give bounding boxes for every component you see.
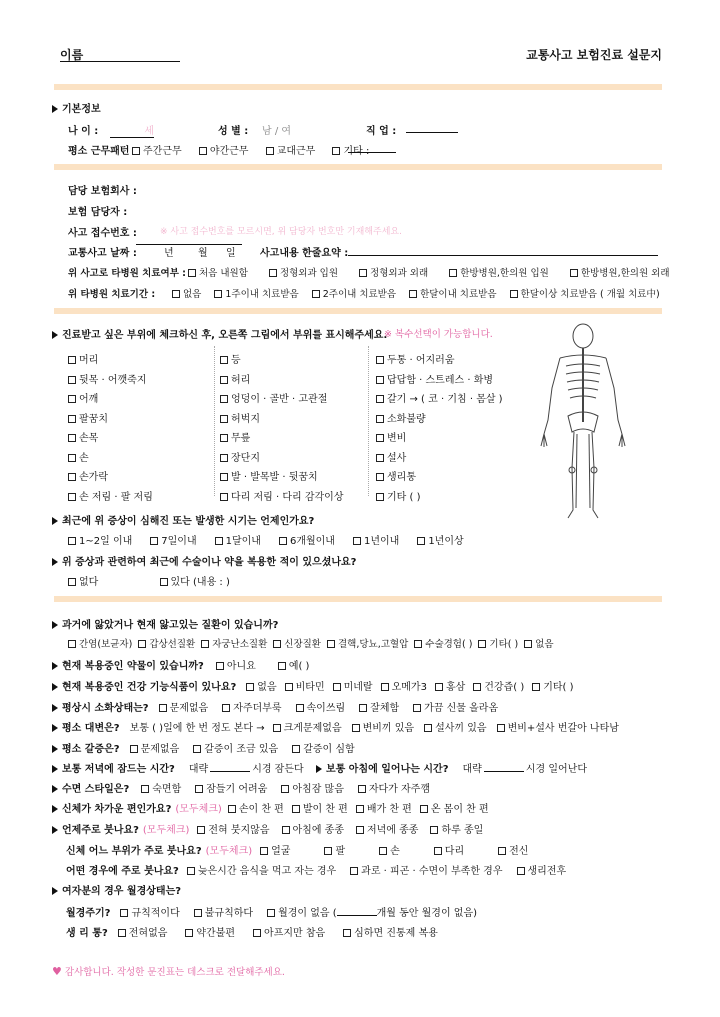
checkbox-option[interactable]: 아니요 — [216, 661, 256, 672]
checkbox[interactable] — [532, 683, 540, 691]
divider — [54, 164, 662, 170]
divider — [54, 596, 662, 602]
checkbox[interactable] — [273, 640, 281, 648]
name-label: 이름 — [60, 48, 84, 62]
checkbox[interactable] — [278, 662, 286, 670]
body-part-item[interactable]: 머리 — [68, 351, 98, 366]
checkbox[interactable] — [524, 640, 532, 648]
checkbox[interactable] — [246, 683, 254, 691]
checkbox-option[interactable]: 예( ) — [278, 661, 310, 672]
body-part-item[interactable]: 두통 · 어지러움 — [376, 351, 455, 366]
checkbox-option[interactable]: 아침잠 많음 — [281, 784, 343, 795]
work-other-field[interactable] — [348, 152, 396, 153]
checkbox[interactable] — [68, 415, 76, 423]
basic-heading: 기본정보 — [62, 104, 101, 115]
checkbox[interactable] — [352, 724, 360, 732]
checkbox[interactable] — [141, 785, 149, 793]
period-options: 없음 1주이내 치료받음 2주이내 치료받음 한달이내 치료받음 한달이상 치료받음 ( 개월 치료中) — [172, 286, 660, 300]
checkbox[interactable] — [498, 847, 506, 855]
checkbox-option[interactable]: 1~2일 이내 — [68, 536, 132, 547]
q15: 생 리 통? — [66, 928, 108, 939]
checkbox-option[interactable]: 변비+설사 번갈아 나타남 — [497, 723, 619, 734]
checkbox[interactable] — [273, 724, 281, 732]
checkbox[interactable] — [68, 434, 76, 442]
skeleton-figure[interactable] — [528, 322, 638, 522]
body-heading: 진료받고 싶은 부위에 체크하신 후, 오른쪽 그림에서 부위를 표시해주세요. — [62, 330, 388, 341]
checkbox[interactable] — [282, 826, 290, 834]
checkbox[interactable] — [220, 434, 228, 442]
checkbox[interactable] — [353, 537, 361, 545]
checkbox[interactable] — [220, 395, 228, 403]
q1: 과거에 앓았거나 현재 앓고있는 질환이 있습니까? — [62, 620, 279, 631]
checkbox[interactable] — [424, 724, 432, 732]
body-part-item[interactable]: 손가락 — [68, 468, 108, 483]
claim-hint: ※ 사고 접수번호를 모르시면, 위 담당자 번호만 기재해주세요. — [160, 227, 402, 237]
checkbox[interactable] — [130, 745, 138, 753]
checkbox[interactable] — [434, 847, 442, 855]
body-part-item[interactable]: 다리 저림 · 다리 감각이상 — [220, 488, 344, 503]
checkbox[interactable] — [220, 356, 228, 364]
body-part-item[interactable]: 팔꿈치 — [68, 410, 108, 425]
checkbox[interactable] — [68, 537, 76, 545]
checkbox-option[interactable]: 설사끼 있음 — [424, 723, 486, 734]
checkbox-option[interactable]: 수술경험( ) — [414, 639, 472, 650]
checkbox-option[interactable]: 전혀 붓지않음 — [197, 825, 269, 836]
q13: 여자분의 경우 월경상태는? — [62, 886, 182, 897]
checkbox-option[interactable]: 오메가3 — [381, 682, 427, 693]
checkbox[interactable] — [215, 537, 223, 545]
checkbox-option[interactable]: 아침에 종종 — [282, 825, 344, 836]
q11: 신체 어느 부위가 주로 붓나요? — [66, 846, 202, 857]
q7: 보통 저녁에 잠드는 시간? — [62, 764, 175, 775]
checkbox-option[interactable]: 1년이내 — [353, 536, 399, 547]
checkbox-option[interactable]: 6개월이내 — [279, 536, 335, 547]
checkbox[interactable] — [417, 537, 425, 545]
body-part-item[interactable]: 허리 — [220, 371, 250, 386]
page-title: 교통사고 보험진료 설문지 — [526, 48, 662, 62]
work-label: 평소 근무패턴 — [68, 146, 130, 157]
work-options: 주간근무 야간근무 교대근무 기타 : — [132, 142, 383, 157]
checkbox[interactable] — [327, 640, 335, 648]
wake-time-field[interactable] — [484, 771, 524, 772]
body-part-item[interactable]: 손 — [68, 449, 89, 464]
checkbox[interactable] — [220, 415, 228, 423]
summary-field[interactable] — [348, 255, 658, 256]
checkbox-option[interactable]: 다리 — [434, 846, 464, 857]
divider — [54, 84, 662, 90]
sex-label: 성 별 : — [218, 126, 249, 137]
q1-options — [68, 636, 560, 650]
checkbox[interactable] — [376, 395, 384, 403]
checkbox[interactable] — [292, 805, 300, 813]
checkbox[interactable] — [343, 929, 351, 937]
checkbox[interactable] — [376, 493, 384, 501]
checkbox-option[interactable]: 심하면 진통제 복용 — [343, 928, 438, 939]
checkbox[interactable] — [517, 867, 525, 875]
q10-options — [197, 825, 495, 836]
checkbox-option[interactable]: 아프지만 참음 — [253, 928, 325, 939]
checkbox[interactable] — [358, 785, 366, 793]
period-label: 위 타병원 치료기간 : — [68, 289, 156, 300]
job-field[interactable] — [406, 132, 458, 133]
checkbox-option[interactable]: 가끔 신물 올라옴 — [413, 703, 498, 714]
q7b: 보통 아침에 일어나는 시간? — [326, 764, 449, 775]
checkbox-option[interactable]: 얼굴 — [260, 846, 290, 857]
checkbox[interactable] — [220, 454, 228, 462]
body-part-item[interactable]: 무릎 — [220, 429, 250, 444]
q4: 평상시 소화상태는? — [62, 703, 149, 714]
other-hosp-options: 처음 내원함 정형외과 입원 정형외과 외래 한방병원,한의원 입원 한방병원,한의원 외래 — [188, 265, 670, 279]
q5-text: 보통 ( )일에 한 번 정도 본다 → — [129, 723, 265, 734]
checkbox[interactable] — [220, 473, 228, 481]
date-field[interactable]: 년 월 일 — [136, 244, 242, 245]
checkbox[interactable] — [150, 537, 158, 545]
body-part-item[interactable]: 뒷목 · 어깻죽지 — [68, 371, 147, 386]
body-part-item[interactable]: 허벅지 — [220, 410, 260, 425]
checkbox[interactable] — [376, 415, 384, 423]
checkbox[interactable] — [279, 537, 287, 545]
checkbox[interactable] — [68, 640, 76, 648]
checkbox[interactable] — [118, 929, 126, 937]
checkbox[interactable] — [350, 867, 358, 875]
checkbox[interactable] — [430, 826, 438, 834]
checkbox-option[interactable]: 문제없음 — [159, 703, 209, 714]
checkbox-option[interactable]: 생리전후 — [517, 866, 567, 877]
checkbox-option[interactable]: 전신 — [498, 846, 528, 857]
checkbox[interactable] — [356, 826, 364, 834]
checkbox[interactable] — [420, 805, 428, 813]
checkbox[interactable] — [376, 454, 384, 462]
body-heading-note: ※ 복수선택이 가능합니다. — [384, 329, 493, 340]
q3-options — [246, 682, 581, 693]
checkbox-option[interactable]: 온 몸이 찬 편 — [420, 804, 489, 815]
checkbox[interactable] — [473, 683, 481, 691]
surgery-options: 없다 있다 (내용 : ) — [68, 573, 230, 588]
checkbox[interactable] — [381, 683, 389, 691]
age-label: 나 이 : — [68, 126, 99, 137]
checkbox-option[interactable]: 늦은시간 음식을 먹고 자는 경우 — [187, 866, 336, 877]
checkbox-option[interactable]: 전혀없음 — [118, 928, 168, 939]
checkbox-option[interactable]: 변비끼 있음 — [352, 723, 414, 734]
checkbox-option[interactable]: 1년이상 — [417, 536, 463, 547]
checkbox[interactable] — [222, 704, 230, 712]
q12: 어떤 경우에 주로 붓나요? — [66, 866, 179, 877]
q14: 월경주기? — [66, 908, 111, 919]
checkbox-option[interactable]: 자다가 자주깸 — [358, 784, 430, 795]
divider — [54, 308, 662, 314]
body-part-item[interactable]: 생리통 — [376, 468, 416, 483]
checkbox[interactable] — [359, 704, 367, 712]
surgery-question: 위 증상과 관련하여 최근에 수술이나 약을 복용한 적이 있으셨나요? — [62, 557, 357, 568]
body-part-item[interactable]: 변비 — [376, 429, 406, 444]
checkbox-option[interactable]: 신장질환 — [273, 639, 321, 650]
checkbox-option[interactable]: 손이 찬 편 — [228, 804, 284, 815]
checkbox[interactable] — [292, 745, 300, 753]
q6: 평소 갈증은? — [62, 744, 120, 755]
checkbox-option[interactable]: 없음 — [524, 639, 553, 650]
checkbox-option[interactable]: 숙면함 — [141, 784, 181, 795]
company-label: 담당 보험회사 : — [68, 186, 137, 197]
body-part-item[interactable]: 기타 ( ) — [376, 488, 420, 503]
q3: 현재 복용중인 건강 기능식품이 있나요? — [62, 682, 237, 693]
checkbox-option[interactable]: 비타민 — [285, 682, 325, 693]
checkbox[interactable] — [68, 395, 76, 403]
checkbox[interactable] — [376, 356, 384, 364]
manager-label: 보험 담당자 : — [68, 207, 128, 218]
q12-options — [187, 866, 580, 877]
sex-value[interactable]: 남 / 여 — [262, 126, 292, 137]
heart-icon: ♥ — [52, 965, 62, 978]
body-part-item[interactable]: 답답함 · 스트레스 · 화병 — [376, 371, 493, 386]
checkbox[interactable] — [414, 640, 422, 648]
footer-note: ♥ 감사합니다. 작성한 문진표는 데스크로 전달해주세요. — [52, 965, 285, 978]
checkbox[interactable] — [193, 745, 201, 753]
body-part-item[interactable]: 소화불량 — [376, 410, 426, 425]
q8: 수면 스타일은? — [62, 784, 130, 795]
date-label: 교통사고 날짜 : — [68, 248, 137, 259]
claim-label: 사고 접수번호 : — [68, 228, 137, 239]
checkbox-option[interactable]: 1달이내 — [215, 536, 261, 547]
checkbox-option[interactable]: 과로 · 피곤 · 수면이 부족한 경우 — [350, 866, 502, 877]
checkbox-option[interactable]: 7일이내 — [150, 536, 196, 547]
checkbox[interactable] — [159, 704, 167, 712]
body-part-item[interactable]: 장단지 — [220, 449, 260, 464]
checkbox-option[interactable]: 기타( ) — [478, 639, 518, 650]
q8-options — [141, 784, 444, 795]
checkbox[interactable] — [285, 683, 293, 691]
checkbox[interactable] — [296, 704, 304, 712]
q9: 신체가 차가운 편인가요? — [62, 804, 172, 815]
checkbox[interactable] — [376, 434, 384, 442]
checkbox-option[interactable]: 발이 찬 편 — [292, 804, 348, 815]
body-part-item[interactable]: 등 — [220, 351, 241, 366]
checkbox[interactable] — [201, 640, 209, 648]
q11-options — [260, 846, 562, 857]
checkbox[interactable] — [68, 356, 76, 364]
body-part-item[interactable]: 갈기 → ( 코 · 기침 · 몸살 ) — [376, 390, 503, 405]
checkbox[interactable] — [333, 683, 341, 691]
checkbox-option[interactable]: 갈증이 심함 — [292, 744, 354, 755]
checkbox[interactable] — [324, 847, 332, 855]
checkbox[interactable] — [220, 376, 228, 384]
body-part-item[interactable]: 어깨 — [68, 390, 98, 405]
q9-options — [228, 804, 497, 815]
checkbox[interactable] — [435, 683, 443, 691]
checkbox-option[interactable]: 갈증이 조금 있음 — [193, 744, 278, 755]
checkbox[interactable] — [260, 847, 268, 855]
checkbox[interactable] — [187, 867, 195, 875]
checkbox-option[interactable]: 갑상선질환 — [138, 639, 195, 650]
checkbox-option[interactable]: 약간불편 — [185, 928, 235, 939]
checkbox-option[interactable]: 문제없음 — [130, 744, 180, 755]
checkbox-option[interactable]: 홍삼 — [435, 682, 465, 693]
checkbox[interactable] — [228, 805, 236, 813]
checkbox[interactable] — [413, 704, 421, 712]
checkbox-option[interactable]: 손 — [379, 846, 400, 857]
checkbox[interactable] — [195, 785, 203, 793]
checkbox-option[interactable]: 결핵,당뇨,고혈압 — [327, 639, 408, 650]
checkbox[interactable] — [185, 929, 193, 937]
q2: 현재 복용중인 약물이 있습니까? — [62, 661, 204, 672]
checkbox-option[interactable]: 하루 종일 — [430, 825, 483, 836]
checkbox-option[interactable]: 자궁난소질환 — [201, 639, 267, 650]
checkbox-option[interactable]: 건강즙( ) — [473, 682, 524, 693]
checkbox[interactable] — [281, 785, 289, 793]
job-label: 직 업 : — [366, 126, 397, 137]
q10: 언제주로 붓나요? — [62, 825, 139, 836]
checkbox-option[interactable]: 간염(보균자) — [68, 639, 132, 650]
checkbox-option[interactable]: 없음 — [246, 682, 276, 693]
age-field[interactable]: 세 — [110, 122, 154, 138]
body-part-item[interactable]: 손목 — [68, 429, 98, 444]
checkbox-option[interactable]: 자주더부룩 — [222, 703, 281, 714]
other-hosp-label: 위 사고로 타병원 치료여부 : — [68, 268, 186, 279]
checkbox-option[interactable]: 속이쓰림 — [296, 703, 346, 714]
checkbox[interactable] — [197, 826, 205, 834]
checkbox[interactable] — [68, 473, 76, 481]
checkbox[interactable] — [68, 376, 76, 384]
body-part-item[interactable]: 발 · 발목발 · 뒷꿈치 — [220, 468, 318, 483]
checkbox[interactable] — [478, 640, 486, 648]
body-part-item[interactable]: 설사 — [376, 449, 406, 464]
checkbox[interactable] — [68, 493, 76, 501]
checkbox-option[interactable]: 잘체함 — [359, 703, 399, 714]
name-field[interactable] — [60, 61, 180, 62]
checkbox[interactable] — [376, 473, 384, 481]
q6-options — [130, 744, 369, 755]
body-part-item[interactable]: 엉덩이 · 골반 · 고관절 — [220, 390, 327, 405]
q5-options — [273, 723, 629, 734]
onset-question: 최근에 위 증상이 심해진 또는 발생한 시기는 언제인가요? — [62, 516, 315, 527]
q4-options — [159, 703, 513, 714]
checkbox-option[interactable]: 미네랄 — [333, 682, 373, 693]
checkbox[interactable] — [376, 376, 384, 384]
checkbox[interactable] — [379, 847, 387, 855]
checkbox-option[interactable]: 저녁에 종종 — [356, 825, 418, 836]
body-part-item[interactable]: 손 저림 · 팔 저림 — [68, 488, 153, 503]
checkbox-option[interactable]: 잠들기 어려움 — [195, 784, 267, 795]
checkbox-option[interactable]: 배가 찬 편 — [356, 804, 412, 815]
q5: 평소 대변은? — [62, 723, 120, 734]
checkbox-option[interactable]: 크게문제없음 — [273, 723, 342, 734]
sleep-time-field[interactable] — [210, 771, 250, 772]
checkbox[interactable] — [220, 493, 228, 501]
checkbox[interactable] — [216, 662, 224, 670]
summary-label: 사고내용 한줄요약 : — [260, 248, 349, 259]
checkbox[interactable] — [253, 929, 261, 937]
checkbox-option[interactable]: 팔 — [324, 846, 345, 857]
q2-options — [216, 661, 332, 672]
onset-options — [68, 532, 482, 547]
q15-options — [118, 928, 456, 939]
checkbox[interactable] — [138, 640, 146, 648]
checkbox-option[interactable]: 기타( ) — [532, 682, 573, 693]
checkbox[interactable] — [497, 724, 505, 732]
checkbox[interactable] — [356, 805, 364, 813]
checkbox[interactable] — [68, 454, 76, 462]
